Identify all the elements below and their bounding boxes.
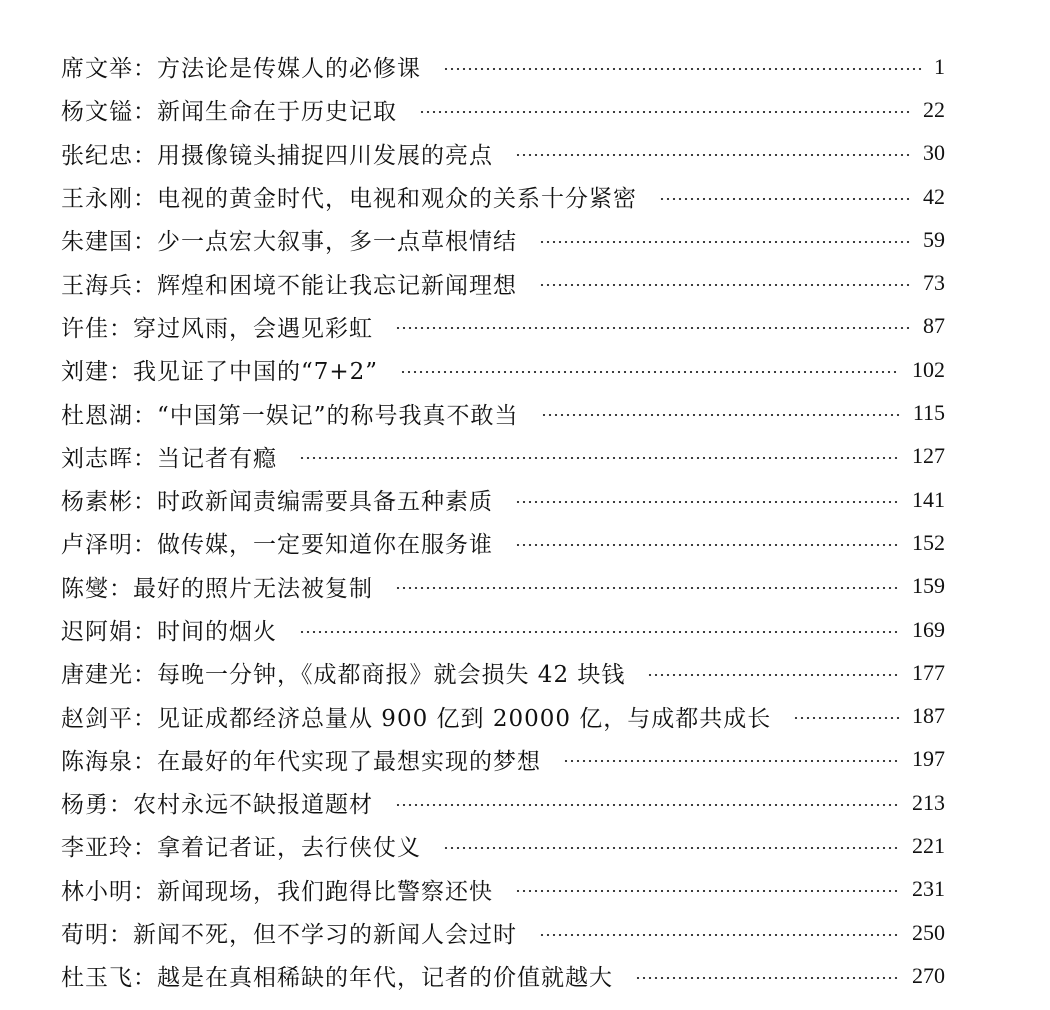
- toc-entry[interactable]: [61, 132, 945, 175]
- dot-leader: [395, 804, 900, 806]
- toc-entry-title: 张纪忠：用摄像镜头捕捉四川发展的亮点: [61, 142, 493, 169]
- toc-entry-page: 30: [923, 140, 945, 166]
- toc-entry-page: 213: [912, 789, 945, 815]
- toc-entry-title: 杨素彬：时政新闻责编需要具备五种素质: [61, 489, 493, 516]
- toc-entry-title: 王永刚：电视的黄金时代，电视和观众的关系十分紧密: [61, 186, 637, 213]
- dot-leader: [419, 111, 911, 113]
- dot-leader: [515, 154, 911, 156]
- toc-entry-title: 刘建：我见证了中国的“7+2”: [61, 359, 379, 386]
- toc-entry[interactable]: [61, 305, 945, 348]
- toc-entry-title: 荀明：新闻不死，但不学习的新闻人会过时: [61, 922, 517, 949]
- toc-entry-page: 73: [923, 270, 945, 296]
- toc-entry-title: 杨文镒：新闻生命在于历史记取: [61, 99, 397, 126]
- dot-leader: [635, 977, 900, 979]
- dot-leader: [515, 890, 900, 892]
- toc-entry-page: 250: [912, 919, 945, 945]
- toc-entry[interactable]: [61, 738, 945, 781]
- toc-entry[interactable]: [61, 954, 945, 997]
- toc-entry-page: 115: [912, 400, 945, 426]
- toc-entry-page: 231: [912, 876, 945, 902]
- dot-leader: [539, 241, 911, 243]
- dot-leader: [539, 284, 911, 286]
- toc-entry-title: 杜玉飞：越是在真相稀缺的年代，记者的价值就越大: [61, 965, 613, 992]
- toc-entry-page: 197: [912, 746, 945, 772]
- dot-leader: [395, 327, 911, 329]
- toc-entry-title: 卢泽明：做传媒，一定要知道你在服务谁: [61, 532, 493, 559]
- toc-entry-page: 270: [912, 962, 945, 988]
- toc-entry-title: 许佳：穿过风雨，会遇见彩虹: [61, 315, 373, 342]
- dot-leader: [400, 371, 900, 373]
- dot-leader: [563, 760, 900, 762]
- toc-entry-title: 王海兵：辉煌和困境不能让我忘记新闻理想: [61, 272, 517, 299]
- toc-entry-page: 102: [912, 356, 945, 382]
- toc-entry[interactable]: [61, 651, 945, 694]
- toc-entry[interactable]: [61, 521, 945, 564]
- toc-entry[interactable]: [61, 608, 945, 651]
- dot-leader: [515, 501, 900, 503]
- dot-leader: [541, 414, 901, 416]
- toc-entry[interactable]: [61, 175, 945, 218]
- toc-entry-page: 177: [912, 659, 945, 685]
- toc-entry[interactable]: [61, 694, 945, 737]
- toc-entry[interactable]: [61, 218, 945, 261]
- toc-entry-title: 赵剑平：见证成都经济总量从 900 亿到 20000 亿，与成都共成长: [61, 705, 772, 732]
- toc-entry-title: 唐建光：每晚一分钟，《成都商报》就会损失 42 块钱: [61, 662, 626, 689]
- toc-entry[interactable]: [61, 88, 945, 131]
- dot-leader: [395, 587, 900, 589]
- toc-entry-page: 152: [912, 529, 945, 555]
- toc-entry-page: 22: [923, 96, 945, 122]
- toc-entry-title: 杜恩湖：“中国第一娱记”的称号我真不敢当: [61, 402, 519, 429]
- toc-entry-title: 陈海泉：在最好的年代实现了最想实现的梦想: [61, 748, 541, 775]
- dot-leader: [793, 717, 900, 719]
- toc-entry[interactable]: [61, 824, 945, 867]
- toc-entry-title: 李亚玲：拿着记者证，去行侠仗义: [61, 835, 421, 862]
- toc-entry[interactable]: [61, 435, 945, 478]
- toc-entry[interactable]: [61, 45, 945, 88]
- toc-entry-page: 127: [912, 443, 945, 469]
- toc-entry-title: 朱建国：少一点宏大叙事，多一点草根情结: [61, 229, 517, 256]
- toc-entry-title: 杨勇：农村永远不缺报道题材: [61, 792, 373, 819]
- dot-leader: [299, 631, 900, 633]
- dot-leader: [539, 934, 900, 936]
- toc-entry-title: 席文举：方法论是传媒人的必修课: [61, 56, 421, 83]
- toc-entry-page: 1: [934, 53, 945, 79]
- toc-entry-page: 87: [923, 313, 945, 339]
- toc-entry-page: 159: [912, 573, 945, 599]
- toc-entry[interactable]: [61, 261, 945, 304]
- toc-entry[interactable]: [61, 348, 945, 391]
- toc-entry-title: 迟阿娟：时间的烟火: [61, 619, 277, 645]
- toc-entry-page: 42: [923, 183, 945, 209]
- dot-leader: [443, 847, 900, 849]
- toc-entry-page: 187: [912, 703, 945, 729]
- toc-entry[interactable]: [61, 478, 945, 521]
- toc-entry[interactable]: [61, 391, 945, 434]
- toc-entry[interactable]: [61, 781, 945, 824]
- toc-entry-title: 陈燮：最好的照片无法被复制: [61, 575, 373, 602]
- toc-entry-page: 221: [912, 832, 945, 858]
- toc-entry-page: 59: [923, 226, 945, 252]
- toc-entry-title: 刘志晖：当记者有瘾: [61, 445, 277, 472]
- toc-entry[interactable]: [61, 565, 945, 608]
- toc-entry[interactable]: [61, 911, 945, 954]
- dot-leader: [659, 198, 911, 200]
- dot-leader: [515, 544, 900, 546]
- dot-leader: [443, 68, 922, 70]
- toc-entry[interactable]: [61, 868, 945, 911]
- table-of-contents: [0, 45, 1050, 998]
- toc-entry-page: 141: [912, 486, 945, 512]
- dot-leader: [647, 674, 900, 676]
- dot-leader: [299, 457, 900, 459]
- toc-entry-title: 林小明：新闻现场，我们跑得比警察还快: [61, 878, 493, 905]
- toc-entry-page: 169: [912, 616, 945, 642]
